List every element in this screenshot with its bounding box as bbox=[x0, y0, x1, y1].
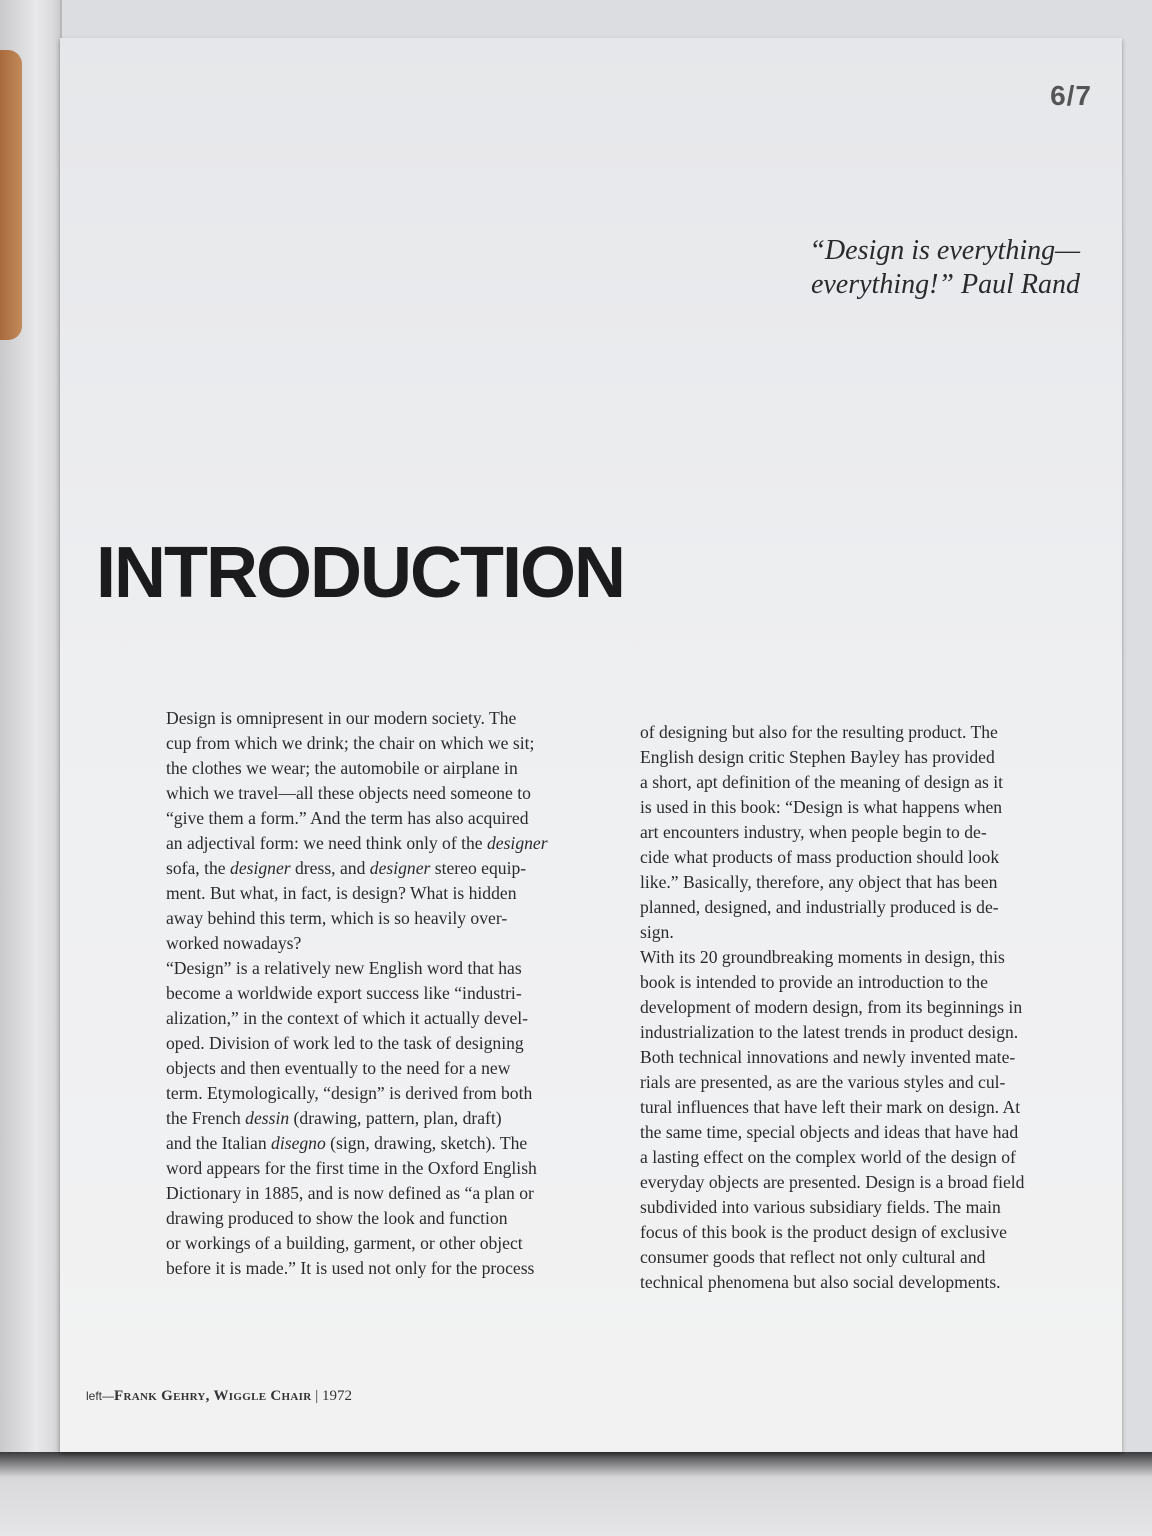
text-line: objects and then eventually to the need for a new bbox=[166, 1058, 511, 1078]
page-number: 6/7 bbox=[1050, 80, 1092, 111]
epigraph-line: everything!” Paul Rand bbox=[810, 269, 1080, 300]
text-line: planned, designed, and industrially produced is de- bbox=[640, 897, 999, 917]
caption-year: 1972 bbox=[322, 1388, 352, 1404]
text-line: the French dessin (drawing, pattern, plan, draft) bbox=[166, 1108, 502, 1128]
text-line: worked nowadays? bbox=[166, 933, 302, 953]
text-line: away behind this term, which is so heavily over- bbox=[166, 908, 508, 928]
book-cover-edge bbox=[0, 50, 22, 340]
text-line: of designing but also for the resulting product. The bbox=[640, 722, 998, 742]
text-line: become a worldwide export success like “industri- bbox=[166, 983, 522, 1003]
text-line: sign. bbox=[640, 922, 674, 942]
text-line: Design is omnipresent in our modern society. The bbox=[166, 708, 517, 728]
text-line: technical phenomena but also social developments. bbox=[640, 1272, 1001, 1292]
text-line: art encounters industry, when people begin to de- bbox=[640, 822, 987, 842]
text-line: With its 20 groundbreaking moments in design, this bbox=[640, 947, 1005, 967]
italic-word: designer bbox=[369, 858, 431, 878]
epigraph-line: “Design is everything— bbox=[809, 235, 1080, 266]
text-line: cide what products of mass production should look bbox=[640, 847, 1000, 867]
body-column-right bbox=[640, 720, 1024, 1295]
text-line: the clothes we wear; the automobile or airplane in bbox=[166, 758, 518, 778]
book-page bbox=[60, 38, 1122, 1452]
caption-separator: | bbox=[311, 1388, 322, 1404]
text-line: oped. Division of work led to the task of designing bbox=[166, 1033, 524, 1053]
text-line: sofa, the designer dress, and designer stereo equip- bbox=[166, 858, 527, 878]
image-caption bbox=[86, 1388, 352, 1405]
text-line: English design critic Stephen Bayley has provided bbox=[640, 747, 995, 767]
text-line: an adjectival form: we need think only of the designer bbox=[166, 833, 548, 853]
italic-word: designer bbox=[230, 858, 291, 878]
text-line: consumer goods that reflect not only cultural and bbox=[640, 1247, 986, 1267]
body-column-left bbox=[166, 706, 548, 1281]
text-line: before it is made.” It is used not only for the process bbox=[166, 1258, 535, 1278]
text-line: like.” Basically, therefore, any object that has been bbox=[640, 872, 998, 892]
text-line: Dictionary in 1885, and is now defined as “a plan or bbox=[166, 1183, 534, 1203]
chapter-title: INTRODUCTION bbox=[96, 533, 624, 613]
text-line: cup from which we drink; the chair on which we sit; bbox=[166, 733, 535, 753]
text-line: the same time, special objects and ideas that have had bbox=[640, 1122, 1019, 1142]
text-line: rials are presented, as are the various styles and cul- bbox=[640, 1072, 1006, 1092]
epigraph-quote bbox=[720, 234, 1080, 302]
text-line: Both technical innovations and newly invented mate- bbox=[640, 1047, 1016, 1067]
text-line: and the Italian disegno (sign, drawing, sketch). The bbox=[166, 1133, 528, 1153]
italic-word: dessin bbox=[245, 1108, 290, 1128]
italic-word: disegno bbox=[271, 1133, 326, 1153]
text-line: industrialization to the latest trends in product design. bbox=[640, 1022, 1019, 1042]
text-line: a lasting effect on the complex world of the design of bbox=[640, 1147, 1016, 1167]
caption-prefix: left— bbox=[86, 1389, 115, 1403]
text-line: drawing produced to show the look and function bbox=[166, 1208, 508, 1228]
text-line: focus of this book is the product design of exclusive bbox=[640, 1222, 1007, 1242]
caption-title: Frank Gehry, Wiggle Chair bbox=[114, 1388, 312, 1404]
text-line: “Design” is a relatively new English word that has bbox=[166, 958, 522, 978]
text-line: everyday objects are presented. Design is a broad field bbox=[640, 1172, 1025, 1192]
text-line: or workings of a building, garment, or other object bbox=[166, 1233, 523, 1253]
text-line: book is intended to provide an introduction to the bbox=[640, 972, 988, 992]
text-line: is used in this book: “Design is what happens when bbox=[640, 797, 1003, 817]
text-line: tural influences that have left their mark on design. At bbox=[640, 1097, 1021, 1117]
text-line: “give them a form.” And the term has also acquired bbox=[166, 808, 529, 828]
text-line: term. Etymologically, “design” is derived from both bbox=[166, 1083, 533, 1103]
text-line: word appears for the first time in the Oxford English bbox=[166, 1158, 537, 1178]
text-line: alization,” in the context of which it actually devel- bbox=[166, 1008, 529, 1028]
text-line: which we travel—all these objects need someone to bbox=[166, 783, 531, 803]
table-surface bbox=[0, 1452, 1152, 1536]
text-line: ment. But what, in fact, is design? What is hidden bbox=[166, 883, 517, 903]
text-line: development of modern design, from its beginnings in bbox=[640, 997, 1023, 1017]
text-line: a short, apt definition of the meaning of design as it bbox=[640, 772, 1004, 792]
binding-shadow bbox=[36, 0, 62, 1536]
italic-word: designer bbox=[486, 833, 548, 853]
text-line: subdivided into various subsidiary fields. The main bbox=[640, 1197, 1001, 1217]
